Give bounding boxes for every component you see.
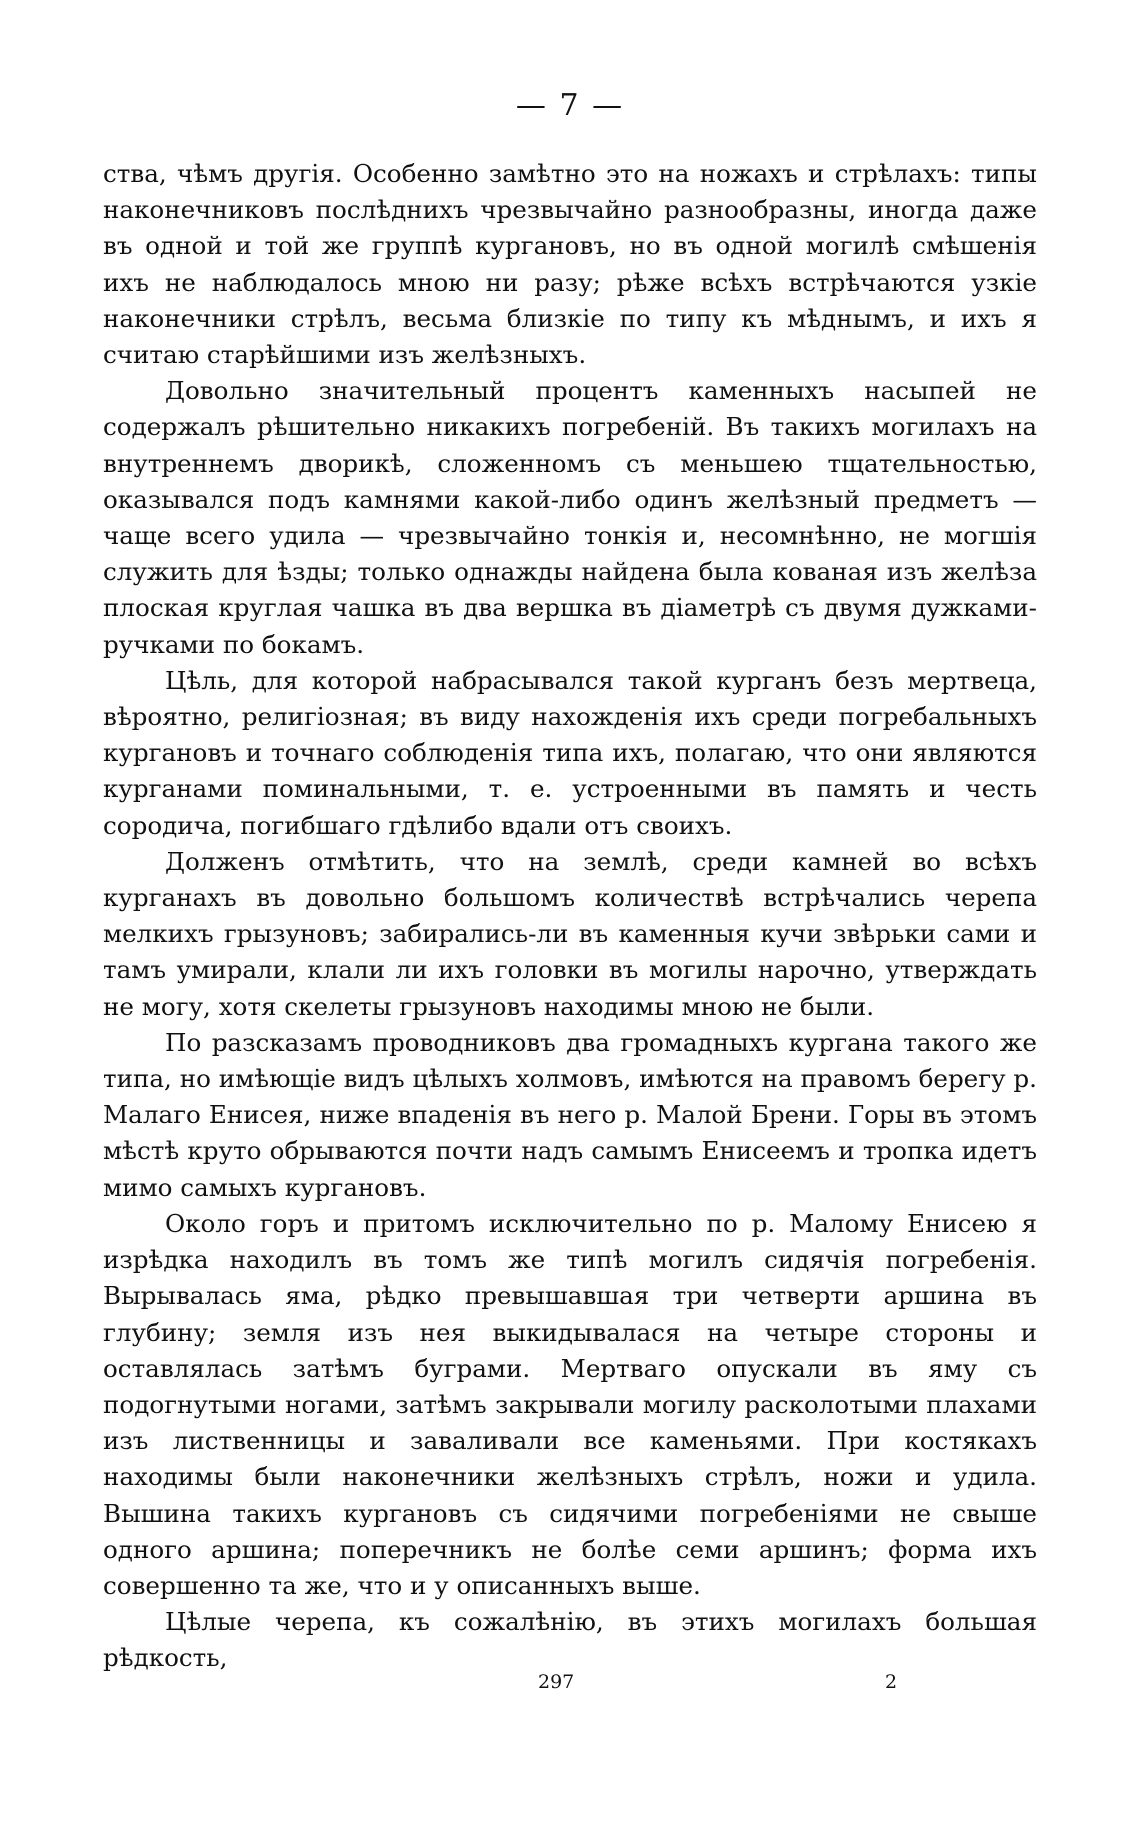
page-footer (0, 1671, 1140, 1701)
paragraph: По разсказамъ проводниковъ два громадныхъ кургана такого же типа, но имѣющіе видъ цѣлыхъ холмовъ, имѣются на правомъ берегу р. Малаго Енисея, ниже впаденія въ него р. Малой Брени. Горы въ этомъ мѣстѣ круто обрываются почти надъ самымъ Енисеемъ и тропка идетъ мимо самыхъ кургановъ. (103, 1027, 1037, 1202)
paragraph: Цѣль, для которой набрасывался такой курганъ безъ мертвеца, вѣроятно, религіозная; въ виду нахожденія ихъ среди погребальныхъ кургановъ и точнаго соблюденія типа ихъ, полагаю, что они являются курганами поминальными, т. е. устроенными въ память и честь сородича, погибшаго гдѣлибо вдали отъ своихъ. (103, 665, 1037, 840)
paragraph: Около горъ и притомъ исключительно по р. Малому Енисею я изрѣдка находилъ въ томъ же типѣ могилъ сидячія погребенія. Вырывалась яма, рѣдко превышавшая три четверти аршина въ глубину; земля изъ нея выкидывалася на четыре стороны и оставлялась затѣмъ буграми. Мертваго опускали въ яму съ подогнутыми ногами, затѣмъ закрывали могилу расколотыми плахами изъ лиственницы и заваливали все каменьями. При костякахъ находимы были наконечники желѣзныхъ стрѣлъ, ножи и удила. Вышина такихъ кургановъ съ сидячими погребеніями не свыше одного аршина; поперечникъ не болѣе семи аршинъ; форма ихъ совершенно та же, что и у описанныхъ выше. (103, 1208, 1037, 1600)
paragraph-last: Цѣлые черепа, къ сожалѣнію, въ этихъ могилахъ большая рѣдкость, (103, 1607, 1037, 1673)
paragraph-continuation: ства, чѣмъ другія. Особенно замѣтно это на ножахъ и стрѣлахъ: типы наконечниковъ послѣднихъ чрезвычайно разнообразны, иногда даже въ одной и той же группѣ кургановъ, но въ одной могилѣ смѣшенія ихъ не наблюдалось мною ни разу; рѣже всѣхъ встрѣчаются узкіе наконечники стрѣлъ, весьма близкіе по типу къ мѣднымъ, и ихъ я считаю старѣйшими изъ желѣзныхъ. (103, 159, 1037, 370)
running-head: — 7 — (515, 88, 625, 123)
body-text (103, 156, 1037, 1677)
page-number: 297 (538, 1671, 575, 1693)
signature-mark: 2 (885, 1671, 898, 1693)
paragraph: Довольно значительный процентъ каменныхъ насыпей не содержалъ рѣшительно никакихъ погребеній. Въ такихъ могилахъ на внутреннемъ дворикѣ, сложенномъ съ меньшею тщательностью, оказывался подъ камнями какой-либо одинъ желѣзный предметъ — чаще всего удила — чрезвычайно тонкія и, несомнѣнно, не могшія служить для ѣзды; только однажды найдена была кованая изъ желѣза плоская круглая чашка въ два вершка въ діаметрѣ съ двумя дужками-ручками по бокамъ. (103, 376, 1037, 659)
paragraph: Долженъ отмѣтить, что на землѣ, среди камней во всѣхъ курганахъ въ довольно большомъ количествѣ встрѣчались черепа мелкихъ грызуновъ; забирались-ли въ каменныя кучи звѣрьки сами и тамъ умирали, клали ли ихъ головки въ могилы нарочно, утверждать не могу, хотя скелеты грызуновъ находимы мною не были. (103, 846, 1037, 1021)
